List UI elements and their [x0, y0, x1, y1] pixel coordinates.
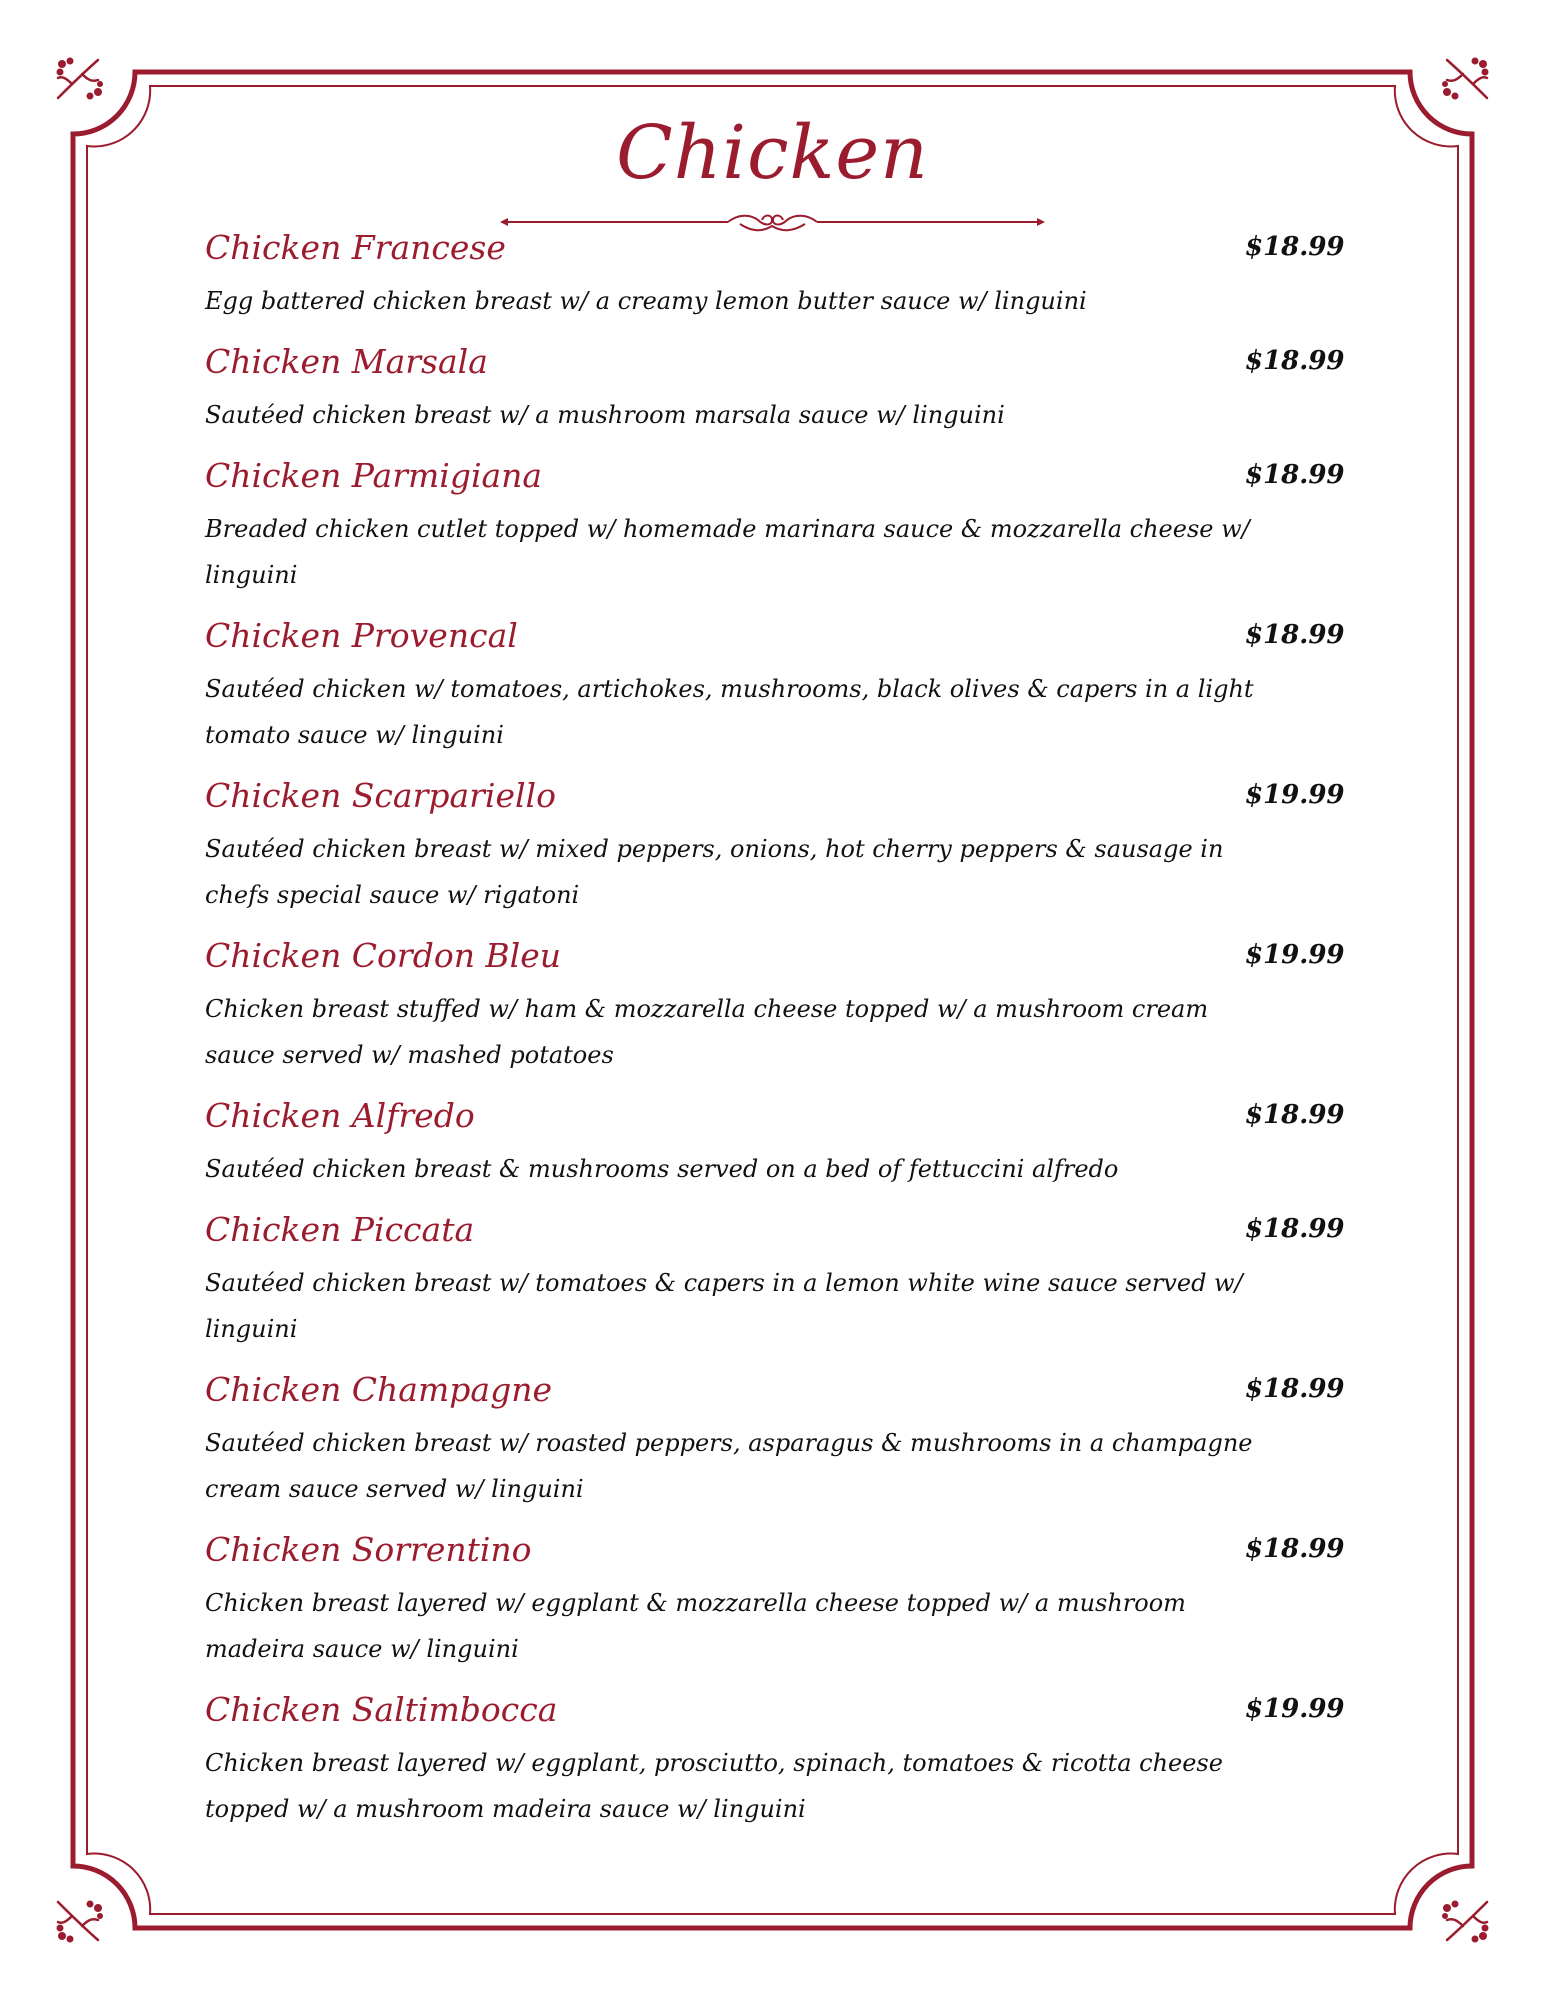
- menu-item-name: Chicken Piccata: [205, 1210, 475, 1249]
- menu-item-name: Chicken Alfredo: [205, 1096, 475, 1135]
- menu-item-description: Sautéed chicken breast & mushrooms served on a bed of fettuccini alfredo: [205, 1155, 1119, 1183]
- menu-item: [205, 770, 1365, 918]
- menu-item-header: [205, 1684, 1365, 1740]
- menu-item-description: topped w/ a mushroom madeira sauce w/ linguini: [205, 1795, 806, 1823]
- menu-item-description: Breaded chicken cutlet topped w/ homemade marinara sauce & mozzarella cheese w/: [205, 515, 1250, 543]
- menu-item-name: Chicken Saltimbocca: [205, 1690, 558, 1729]
- menu-item-price: $18.99: [1245, 1214, 1345, 1244]
- menu-item-description: Chicken breast layered w/ eggplant & mozzarella cheese topped w/ a mushroom: [205, 1589, 1186, 1617]
- menu-item-description: Sautéed chicken breast w/ roasted peppers, asparagus & mushrooms in a champagne: [205, 1429, 1253, 1457]
- menu-item: [205, 930, 1365, 1078]
- menu-item-description: Sautéed chicken breast w/ mixed peppers, onions, hot cherry peppers & sausage in: [205, 835, 1224, 863]
- menu-item-name: Chicken Champagne: [205, 1370, 552, 1409]
- menu-item-header: [205, 930, 1365, 986]
- menu-item-header: [205, 1364, 1365, 1420]
- menu-item-price: $18.99: [1245, 346, 1345, 376]
- menu-item-name: Chicken Provencal: [205, 616, 518, 655]
- menu-item-name: Chicken Francese: [205, 228, 506, 267]
- menu-item-description: Sautéed chicken w/ tomatoes, artichokes, mushrooms, black olives & capers in a light: [205, 675, 1254, 703]
- menu-item: [205, 1204, 1365, 1352]
- menu-item: [205, 1524, 1365, 1672]
- menu-item-price: $18.99: [1245, 1100, 1345, 1130]
- menu-item-header: [205, 610, 1365, 666]
- menu-item: [205, 1684, 1365, 1832]
- menu-item: [205, 1090, 1365, 1192]
- menu-item: [205, 610, 1365, 758]
- menu-item-description: Chicken breast layered w/ eggplant, prosciutto, spinach, tomatoes & ricotta cheese: [205, 1749, 1223, 1777]
- floral-corner-icon: [1437, 1896, 1493, 1948]
- page-title: Chicken: [616, 110, 929, 196]
- menu-item-header: [205, 336, 1365, 392]
- menu-item: [205, 450, 1365, 598]
- menu-item-header: [205, 770, 1365, 826]
- menu-item-description: linguini: [205, 561, 298, 589]
- menu-item-description: sauce served w/ mashed potatoes: [205, 1041, 614, 1069]
- menu-item-price: $18.99: [1245, 460, 1345, 490]
- menu-item-header: [205, 1204, 1365, 1260]
- menu-item-description: madeira sauce w/ linguini: [205, 1635, 519, 1663]
- menu-item-description: Egg battered chicken breast w/ a creamy lemon butter sauce w/ linguini: [205, 287, 1087, 315]
- menu-item-price: $18.99: [1245, 620, 1345, 650]
- menu-item-header: [205, 1524, 1365, 1580]
- menu-item-header: [205, 222, 1365, 278]
- menu-item-description: Sautéed chicken breast w/ tomatoes & capers in a lemon white wine sauce served w/: [205, 1269, 1243, 1297]
- menu-item-price: $18.99: [1245, 1374, 1345, 1404]
- menu-item-description: cream sauce served w/ linguini: [205, 1475, 584, 1503]
- menu-item-price: $18.99: [1245, 1534, 1345, 1564]
- menu-item: [205, 1364, 1365, 1512]
- menu-item-name: Chicken Sorrentino: [205, 1530, 532, 1569]
- menu-item-name: Chicken Parmigiana: [205, 456, 543, 495]
- menu-item-description: Sautéed chicken breast w/ a mushroom marsala sauce w/ linguini: [205, 401, 1005, 429]
- menu-item-price: $19.99: [1245, 940, 1345, 970]
- menu-item-price: $19.99: [1245, 1694, 1345, 1724]
- menu-item-name: Chicken Marsala: [205, 342, 488, 381]
- menu-item-price: $18.99: [1245, 232, 1345, 262]
- menu-list: [205, 222, 1365, 1844]
- floral-corner-icon: [1437, 52, 1493, 104]
- floral-corner-icon: [52, 1896, 108, 1948]
- menu-item-price: $19.99: [1245, 780, 1345, 810]
- menu-item-description: tomato sauce w/ linguini: [205, 721, 504, 749]
- menu-item-header: [205, 450, 1365, 506]
- menu-item-description: Chicken breast stuffed w/ ham & mozzarella cheese topped w/ a mushroom cream: [205, 995, 1209, 1023]
- menu-item: [205, 222, 1365, 324]
- menu-item-description: chefs special sauce w/ rigatoni: [205, 881, 580, 909]
- floral-corner-icon: [52, 52, 108, 104]
- menu-item-header: [205, 1090, 1365, 1146]
- menu-item-description: linguini: [205, 1315, 298, 1343]
- menu-item-name: Chicken Scarpariello: [205, 776, 556, 815]
- menu-item: [205, 336, 1365, 438]
- menu-item-name: Chicken Cordon Bleu: [205, 936, 562, 975]
